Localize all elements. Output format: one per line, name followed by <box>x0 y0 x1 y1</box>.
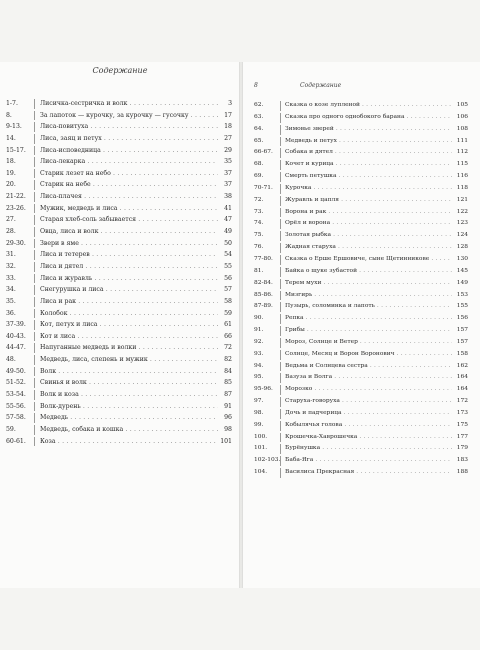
entry-number: 70-71. <box>254 183 282 195</box>
toc-entry <box>254 218 468 230</box>
entry-number: 82-84. <box>254 278 282 290</box>
entry-page: 61 <box>218 319 232 331</box>
entry-title: Собака и дятел . . . <box>285 147 452 159</box>
toc-entry <box>6 436 232 448</box>
entry-title: Старая хлеб-соль забывается . . . <box>40 214 218 226</box>
entry-number: 55-56. <box>6 401 36 413</box>
entry-number: 81. <box>254 266 282 278</box>
entry-number: 33. <box>6 273 36 285</box>
toc-entry <box>254 112 468 124</box>
page-number: 8 <box>254 82 258 89</box>
toc-entry <box>254 325 468 337</box>
entry-number: 32. <box>6 261 36 273</box>
entry-title: Сказка о Ерше Ершовиче, сыне Щетинникове . . . <box>285 254 452 266</box>
entry-number: 27. <box>6 214 36 226</box>
entry-page: 47 <box>218 214 232 226</box>
entry-page: 157 <box>452 337 468 349</box>
entry-page: 37 <box>218 179 232 191</box>
entry-page: 118 <box>452 183 468 195</box>
toc-entry <box>6 377 232 389</box>
entry-page: 91 <box>218 401 232 413</box>
toc-entry <box>6 133 232 145</box>
toc-entry <box>254 230 468 242</box>
entry-title: Напуганные медведь и волки . . . <box>40 342 218 354</box>
entry-title: Звери в яме . . . <box>40 238 218 250</box>
entry-title: Ворона и рак . . . <box>285 207 452 219</box>
toc-entry <box>254 467 468 479</box>
toc-entry <box>254 171 468 183</box>
entry-title: Волк-дурень . . . <box>40 401 218 413</box>
entry-page: 122 <box>452 207 468 219</box>
entry-title: Лиса-лекарка . . . <box>40 156 218 168</box>
entry-number: 15-17. <box>6 145 36 157</box>
toc-entry <box>6 238 232 250</box>
entry-page: 158 <box>452 349 468 361</box>
toc-entry <box>254 242 468 254</box>
entry-number: 94. <box>254 361 282 373</box>
toc-entry <box>6 145 232 157</box>
toc-entry <box>6 179 232 191</box>
entry-title: Лиса и тетерев . . . <box>40 249 218 261</box>
entry-title: Медведь . . . <box>40 412 218 424</box>
entry-page: 128 <box>452 242 468 254</box>
toc-entry <box>254 372 468 384</box>
entry-page: 177 <box>452 432 468 444</box>
entry-number: 76. <box>254 242 282 254</box>
toc-entry <box>254 183 468 195</box>
entry-page: 188 <box>452 467 468 479</box>
toc-entry <box>254 337 468 349</box>
entry-title: Кот и лиса . . . <box>40 331 218 343</box>
toc-entry <box>254 408 468 420</box>
toc-entry <box>6 226 232 238</box>
toc-entry <box>6 203 232 215</box>
entry-page: 55 <box>218 261 232 273</box>
entry-title: Свинья и волк . . . <box>40 377 218 389</box>
entry-page: 153 <box>452 290 468 302</box>
entry-number: 102-103. <box>254 455 282 467</box>
entry-number: 31. <box>6 249 36 261</box>
toc-entry <box>6 296 232 308</box>
toc-entry <box>254 266 468 278</box>
entry-page: 108 <box>452 124 468 136</box>
entry-title: За лапоток — курочку, за курочку — гусочку . . . <box>40 110 218 122</box>
entry-page: 96 <box>218 412 232 424</box>
entry-title: Баба-Яга . . . <box>285 455 452 467</box>
entry-title: Ведьма и Солнцева сестра . . . <box>285 361 452 373</box>
entry-number: 36. <box>6 308 36 320</box>
entry-title: Лисичка-сестричка и волк . . . <box>40 98 218 110</box>
toc-entry <box>254 432 468 444</box>
contents-heading: Содержание <box>92 66 148 75</box>
entry-number: 91. <box>254 325 282 337</box>
entry-title: Курочка . . . <box>285 183 452 195</box>
entry-page: 3 <box>218 98 232 110</box>
entry-number: 40-43. <box>6 331 36 343</box>
entry-number: 75. <box>254 230 282 242</box>
entry-title: Кот, петух и лиса . . . <box>40 319 218 331</box>
entry-page: 123 <box>452 218 468 230</box>
toc-entry <box>6 284 232 296</box>
entry-title: Смерть петушка . . . <box>285 171 452 183</box>
entry-page: 105 <box>452 100 468 112</box>
toc-entry <box>6 249 232 261</box>
entry-number: 66-67. <box>254 147 282 159</box>
entry-page: 155 <box>452 301 468 313</box>
entry-page: 112 <box>452 147 468 159</box>
toc-entry <box>6 354 232 366</box>
entry-page: 172 <box>452 396 468 408</box>
toc-entry <box>6 168 232 180</box>
entry-page: 164 <box>452 384 468 396</box>
entry-number: 69. <box>254 171 282 183</box>
entry-title: Снегурушка и лиса . . . <box>40 284 218 296</box>
entry-title: Старик на небе . . . <box>40 179 218 191</box>
entry-page: 179 <box>452 443 468 455</box>
entry-number: 20. <box>6 179 36 191</box>
entry-page: 149 <box>452 278 468 290</box>
entry-title: Волк и коза . . . <box>40 389 218 401</box>
entry-number: 100. <box>254 432 282 444</box>
entry-page: 98 <box>218 424 232 436</box>
entry-number: 85-86. <box>254 290 282 302</box>
entry-title: Старик лезет на небо . . . <box>40 168 218 180</box>
entry-page: 29 <box>218 145 232 157</box>
entry-page: 87 <box>218 389 232 401</box>
entry-page: 38 <box>218 191 232 203</box>
running-head <box>254 82 468 89</box>
entry-title: Волк . . . <box>40 366 218 378</box>
entry-title: Золотая рыбка . . . <box>285 230 452 242</box>
toc-entry <box>254 361 468 373</box>
toc-entry <box>6 156 232 168</box>
toc-entry <box>254 195 468 207</box>
entry-number: 73. <box>254 207 282 219</box>
entry-title: Кобылячья голова . . . <box>285 420 452 432</box>
entry-title: Колобок . . . <box>40 308 218 320</box>
entry-title: Крошечка-Хаврошечка . . . <box>285 432 452 444</box>
toc-entry <box>6 342 232 354</box>
entry-number: 8. <box>6 110 36 122</box>
toc-entry <box>6 308 232 320</box>
entry-title: Овца, лиса и волк . . . <box>40 226 218 238</box>
toc-entry <box>254 159 468 171</box>
entry-title: Лиса-плачея . . . <box>40 191 218 203</box>
entry-number: 53-54. <box>6 389 36 401</box>
entry-number: 37-39. <box>6 319 36 331</box>
entry-title: Мужик, медведь и лиса . . . <box>40 203 218 215</box>
entry-title: Коза . . . <box>40 436 218 448</box>
entry-number: 95. <box>254 372 282 384</box>
entry-title: Бурёнушка . . . <box>285 443 452 455</box>
entry-number: 99. <box>254 420 282 432</box>
entry-page: 35 <box>218 156 232 168</box>
entry-page: 121 <box>452 195 468 207</box>
toc-entry <box>254 384 468 396</box>
toc-list-left <box>6 98 232 447</box>
entry-title: Терем мухи . . . <box>285 278 452 290</box>
entry-number: 21-22. <box>6 191 36 203</box>
entry-number: 14. <box>6 133 36 145</box>
entry-title: Лиса и рак . . . <box>40 296 218 308</box>
entry-page: 66 <box>218 331 232 343</box>
entry-title: Дочь и падчерица . . . <box>285 408 452 420</box>
entry-title: Медведь, лиса, слепень и мужик . . . <box>40 354 218 366</box>
toc-entry <box>254 124 468 136</box>
entry-title: Кочет и курица . . . <box>285 159 452 171</box>
toc-entry <box>6 412 232 424</box>
toc-entry <box>254 147 468 159</box>
entry-number: 68. <box>254 159 282 171</box>
toc-entry <box>6 319 232 331</box>
entry-number: 57-58. <box>6 412 36 424</box>
entry-number: 49-50. <box>6 366 36 378</box>
toc-entry <box>254 420 468 432</box>
entry-number: 48. <box>6 354 36 366</box>
entry-number: 1-7. <box>6 98 36 110</box>
entry-title: Сказка о козе лупленой . . . <box>285 100 452 112</box>
entry-number: 23-26. <box>6 203 36 215</box>
toc-entry <box>6 389 232 401</box>
toc-entry <box>254 207 468 219</box>
entry-page: 156 <box>452 313 468 325</box>
entry-page: 124 <box>452 230 468 242</box>
entry-number: 95-96. <box>254 384 282 396</box>
toc-entry <box>254 313 468 325</box>
entry-title: Старуха-говоруха . . . <box>285 396 452 408</box>
toc-entry <box>6 191 232 203</box>
toc-entry <box>254 301 468 313</box>
entry-title: Репка . . . <box>285 313 452 325</box>
entry-title: Зимовье зверей . . . <box>285 124 452 136</box>
toc-entry <box>6 401 232 413</box>
entry-number: 98. <box>254 408 282 420</box>
book-gutter <box>239 62 243 588</box>
entry-title: Лиса-исповедница . . . <box>40 145 218 157</box>
entry-page: 58 <box>218 296 232 308</box>
entry-page: 162 <box>452 361 468 373</box>
toc-list-right <box>254 100 468 479</box>
entry-page: 57 <box>218 284 232 296</box>
entry-number: 34. <box>6 284 36 296</box>
entry-page: 54 <box>218 249 232 261</box>
toc-entry <box>254 455 468 467</box>
entry-number: 90. <box>254 313 282 325</box>
toc-entry <box>254 254 468 266</box>
entry-number: 35. <box>6 296 36 308</box>
entry-title: Жадная старуха . . . <box>285 242 452 254</box>
entry-page: 111 <box>452 136 468 148</box>
entry-title: Лиса и дятел . . . <box>40 261 218 273</box>
toc-entry <box>254 136 468 148</box>
entry-number: 51-52. <box>6 377 36 389</box>
toc-entry <box>6 121 232 133</box>
entry-number: 87-89. <box>254 301 282 313</box>
entry-number: 18. <box>6 156 36 168</box>
toc-entry <box>6 331 232 343</box>
entry-number: 29-30. <box>6 238 36 250</box>
entry-page: 145 <box>452 266 468 278</box>
entry-number: 19. <box>6 168 36 180</box>
entry-number: 62. <box>254 100 282 112</box>
entry-number: 59. <box>6 424 36 436</box>
toc-entry <box>6 261 232 273</box>
entry-title: Василиса Прекрасная . . . <box>285 467 452 479</box>
entry-title: Лиса и журавль . . . <box>40 273 218 285</box>
toc-entry <box>254 396 468 408</box>
entry-page: 18 <box>218 121 232 133</box>
entry-page: 59 <box>218 308 232 320</box>
entry-number: 65. <box>254 136 282 148</box>
entry-title: Лиса, заяц и петух . . . <box>40 133 218 145</box>
toc-entry <box>254 100 468 112</box>
entry-page: 41 <box>218 203 232 215</box>
entry-page: 173 <box>452 408 468 420</box>
entry-number: 101. <box>254 443 282 455</box>
entry-number: 93. <box>254 349 282 361</box>
toc-entry <box>6 424 232 436</box>
running-head-title: Содержание <box>300 82 342 89</box>
entry-title: Лиса-повитуха . . . <box>40 121 218 133</box>
entry-number: 104. <box>254 467 282 479</box>
toc-entry <box>254 290 468 302</box>
entry-page: 183 <box>452 455 468 467</box>
entry-title: Медведь и петух . . . <box>285 136 452 148</box>
entry-title: Орёл и ворона . . . <box>285 218 452 230</box>
entry-number: 72. <box>254 195 282 207</box>
entry-title: Медведь, собака и кошка . . . <box>40 424 218 436</box>
entry-number: 44-47. <box>6 342 36 354</box>
entry-title: Вазуза и Волга . . . <box>285 372 452 384</box>
entry-number: 28. <box>6 226 36 238</box>
entry-number: 92. <box>254 337 282 349</box>
entry-page: 130 <box>452 254 468 266</box>
entry-page: 106 <box>452 112 468 124</box>
entry-page: 49 <box>218 226 232 238</box>
toc-entry <box>6 273 232 285</box>
toc-entry <box>6 366 232 378</box>
entry-page: 85 <box>218 377 232 389</box>
entry-page: 157 <box>452 325 468 337</box>
entry-page: 82 <box>218 354 232 366</box>
entry-number: 63. <box>254 112 282 124</box>
entry-title: Байка о щуке зубастой . . . <box>285 266 452 278</box>
entry-page: 101 <box>218 436 232 448</box>
entry-title: Журавль и цапля . . . <box>285 195 452 207</box>
toc-entry <box>254 278 468 290</box>
entry-title: Сказка про одного однобокого барана . . . <box>285 112 452 124</box>
toc-entry <box>6 110 232 122</box>
entry-page: 37 <box>218 168 232 180</box>
entry-title: Пузырь, соломинка и лапоть . . . <box>285 301 452 313</box>
entry-title: Мороз, Солнце и Ветер . . . <box>285 337 452 349</box>
entry-number: 60-61. <box>6 436 36 448</box>
entry-page: 72 <box>218 342 232 354</box>
entry-number: 64. <box>254 124 282 136</box>
entry-page: 175 <box>452 420 468 432</box>
entry-title: Солнце, Месяц и Ворон Воронович . . . <box>285 349 452 361</box>
toc-entry <box>6 214 232 226</box>
entry-page: 116 <box>452 171 468 183</box>
toc-entry <box>6 98 232 110</box>
entry-number: 97. <box>254 396 282 408</box>
entry-page: 27 <box>218 133 232 145</box>
entry-number: 77-80. <box>254 254 282 266</box>
entry-page: 84 <box>218 366 232 378</box>
toc-entry <box>254 349 468 361</box>
entry-number: 9-13. <box>6 121 36 133</box>
toc-entry <box>254 443 468 455</box>
entry-page: 164 <box>452 372 468 384</box>
entry-page: 56 <box>218 273 232 285</box>
entry-page: 50 <box>218 238 232 250</box>
entry-title: Мизгирь . . . <box>285 290 452 302</box>
entry-number: 74. <box>254 218 282 230</box>
entry-title: Грибы . . . <box>285 325 452 337</box>
entry-page: 17 <box>218 110 232 122</box>
entry-page: 115 <box>452 159 468 171</box>
entry-title: Морозко . . . <box>285 384 452 396</box>
